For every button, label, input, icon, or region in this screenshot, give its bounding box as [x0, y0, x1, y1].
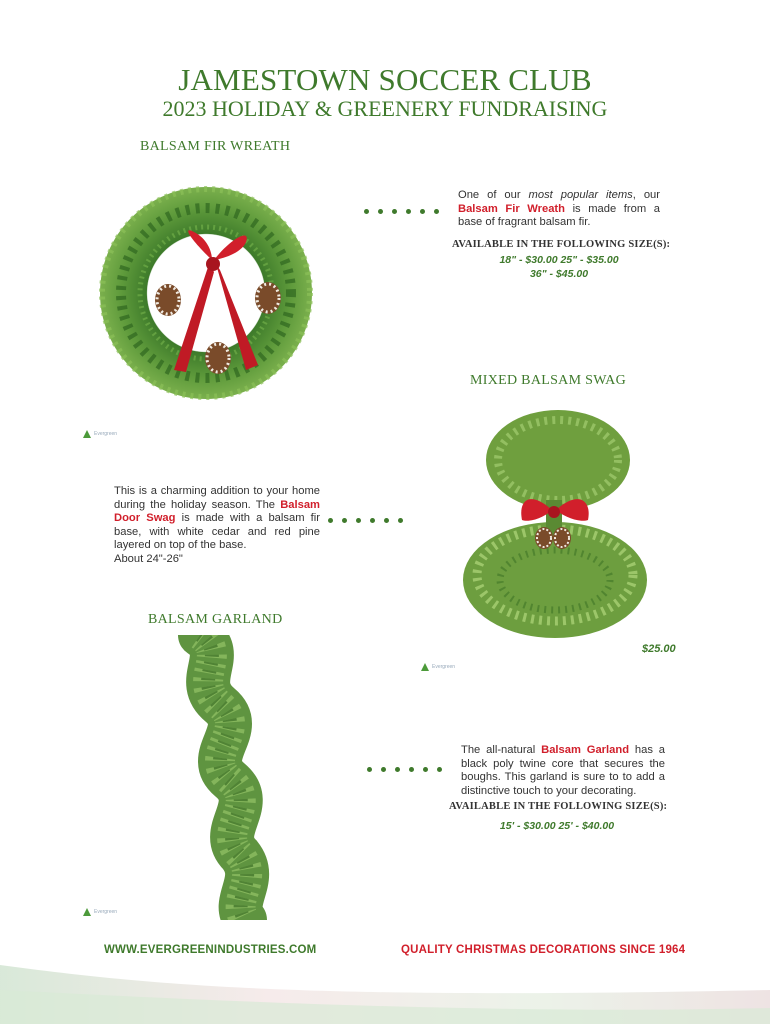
swag-dot-leader [328, 518, 403, 523]
page-subtitle: 2023 HOLIDAY & GREENERY FUNDRAISING [162, 96, 608, 121]
swag-image [460, 405, 650, 640]
swag-price: $25.00 [642, 643, 676, 655]
garland-prices: 15' - $30.00 25' - $40.00 [499, 820, 615, 832]
wreath-heading: BALSAM FIR WREATH [140, 139, 291, 154]
wreath-prices-line1: 18" - $30.00 25" - $35.00 [499, 254, 619, 266]
garland-logo: Evergreen [83, 908, 117, 916]
pinecone-bottom [205, 342, 231, 374]
wreath-dot-leader [364, 209, 439, 214]
garland-description: The all-natural Balsam Garland has a black poly twine core that secures the boughs. This garland is sure to to add a distinctive touch to your decorating. [461, 744, 666, 797]
garland-product-name: Balsam Garland [541, 744, 630, 756]
wreath-image [96, 180, 316, 410]
garland-heading: BALSAM GARLAND [148, 612, 283, 627]
garland-image [160, 635, 300, 920]
swag-size-note: About 24"-26" [114, 553, 183, 565]
wreath-description: One of our most popular items, our Balsam Fir Wreath is made from a base of fragrant balsam fir. [458, 189, 660, 228]
wreath-product-name: Balsam Fir Wreath [458, 202, 565, 215]
page-title: JAMESTOWN SOCCER CLUB [178, 62, 592, 97]
garland-dot-leader [367, 767, 442, 772]
tree-logo-icon [83, 430, 91, 438]
pinecone-left [155, 284, 181, 316]
wreath-logo: Evergreen [83, 430, 117, 438]
wreath-prices-line2: 36" - $45.00 [529, 268, 589, 280]
swag-heading: MIXED BALSAM SWAG [470, 373, 626, 388]
swag-product-name: Balsam Door Swag [114, 498, 320, 524]
pinecone-right [255, 282, 281, 314]
footer-website-link[interactable]: WWW.EVERGREENINDUSTRIES.COM [104, 944, 317, 956]
garland-available-label: AVAILABLE IN THE FOLLOWING SIZE(S): [449, 801, 668, 812]
tree-logo-icon [83, 908, 91, 916]
tree-logo-icon [421, 663, 429, 671]
wreath-available-label: AVAILABLE IN THE FOLLOWING SIZE(S): [452, 239, 671, 250]
footer-tagline: QUALITY CHRISTMAS DECORATIONS SINCE 1964 [401, 944, 686, 956]
swag-logo: Evergreen [421, 663, 455, 671]
swag-description: This is a charming addition to your home during the holiday season. The Balsam Door Swag is made with a balsam fir base, with white cedar and red pine layered on top of the base. [114, 485, 320, 551]
